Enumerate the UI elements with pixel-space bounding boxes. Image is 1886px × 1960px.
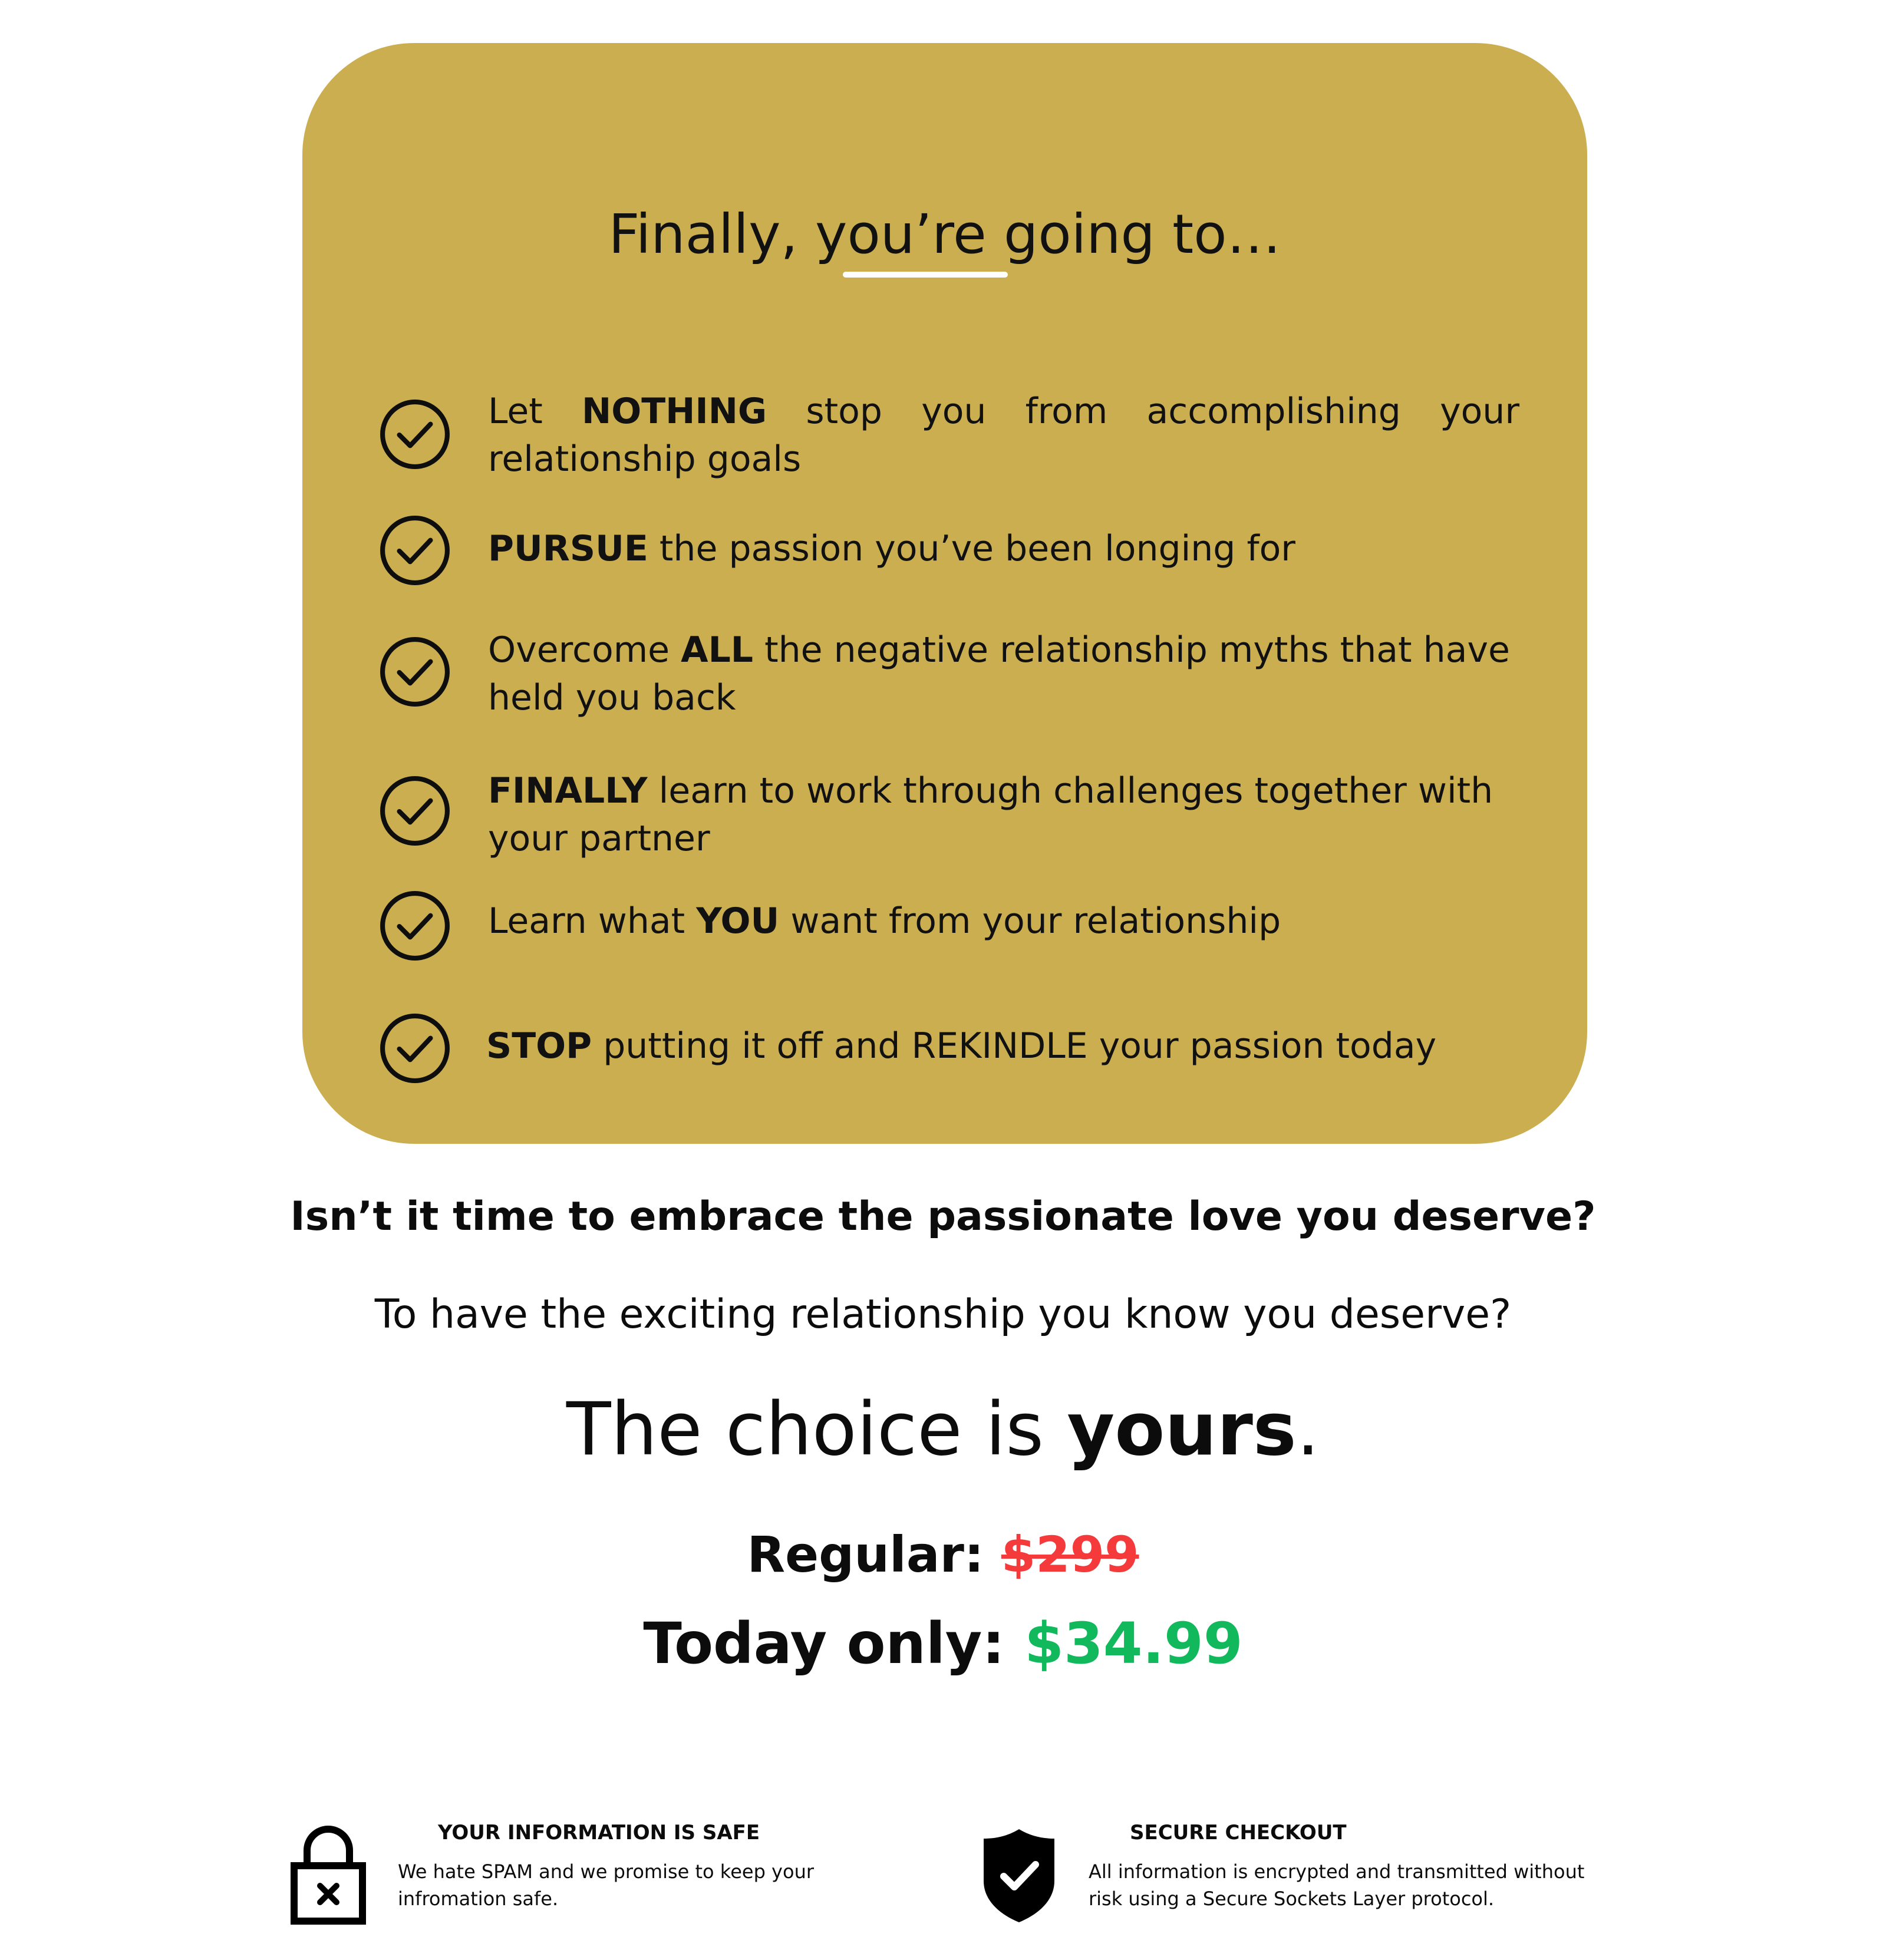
pitch-headline: Isn’t it time to embrace the passionate love you deserve? [290, 1193, 1596, 1240]
benefit-text: STOP putting it off and REKINDLE your passion today [486, 1025, 1437, 1067]
benefit-text: PURSUE the passion you’ve been longing for [488, 528, 1295, 569]
today-price-line [0, 1610, 1886, 1678]
shield-check-icon [981, 1827, 1057, 1927]
choice-end: . [1296, 1387, 1320, 1472]
info-safe-text: We hate SPAM and we promise to keep your infromation safe. [398, 1860, 814, 1910]
secure-checkout-text: All information is encrypted and transmitted without risk using a Secure Sockets Layer protocol. [1089, 1860, 1585, 1910]
regular-price-value: $299 [1001, 1526, 1139, 1583]
trust-info-safe [291, 1821, 939, 1939]
check-circle-icon [379, 636, 451, 708]
padlock-icon [291, 1824, 366, 1927]
info-safe-title: YOUR INFORMATION IS SAFE [438, 1821, 760, 1844]
benefit-text: Overcome ALL the negative relationship myths that have held you back [488, 629, 1510, 718]
choice-lead: The choice is [566, 1387, 1067, 1472]
check-circle-icon [379, 775, 451, 847]
benefit-text: FINALLY learn to work through challenges together with your partner [488, 770, 1493, 859]
today-price-value: $34.99 [1024, 1611, 1243, 1677]
benefit-text: Learn what YOU want from your relationship [488, 900, 1281, 942]
regular-price-label: Regular: [747, 1526, 1001, 1583]
check-circle-icon [379, 1012, 451, 1084]
secure-checkout-title: SECURE CHECKOUT [1130, 1821, 1347, 1844]
benefits-title: Finally, you’re going to… [608, 203, 1281, 266]
choice-bold: yours [1067, 1387, 1297, 1472]
today-price-label: Today only: [643, 1611, 1025, 1677]
check-circle-icon [379, 398, 451, 470]
benefits-card [302, 43, 1587, 1144]
check-circle-icon [379, 890, 451, 962]
choice-statement [0, 1386, 1886, 1474]
benefit-text: Let NOTHING stop you from accomplishing your relationship goals [488, 391, 1520, 480]
check-circle-icon [379, 514, 451, 586]
trust-secure-checkout [981, 1821, 1677, 1939]
regular-price-line [0, 1525, 1886, 1585]
title-divider [843, 272, 1008, 278]
pitch-subline: To have the exciting relationship you know you deserve? [374, 1291, 1512, 1338]
